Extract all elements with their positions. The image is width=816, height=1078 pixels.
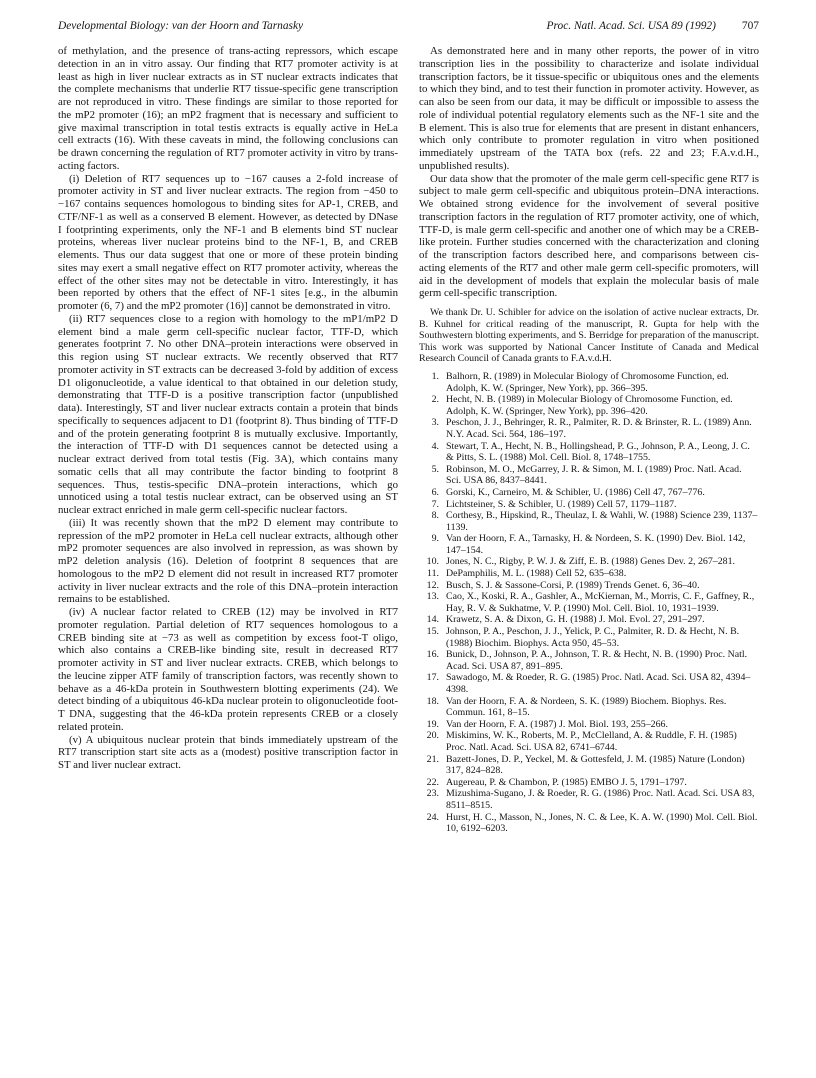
right-column xyxy=(419,45,759,835)
paragraph: (i) Deletion of RT7 sequences up to −167 causes a 2-fold increase of promoter activity in ST and liver nuclear extracts. The region from −450 to −167 contains sequences homologous to binding sites for AP-1, CREB, and CTF/NF-1 as well as a conserved B element. However, as detected by DNase I footprinting experiments, only the NF-1 and B elements bind ST nuclear proteins, whereas liver nuclear proteins bind to the NF-1, B, and CREB elements. Thus our data suggest that one or more of these protein binding sites may exert a small negative effect on RT7 promoter activity, whereas the effect of the other sites may not be detectable in vitro. Interestingly, it has been reported by others that the effect of NF-1 sites [e.g., in the albumin promoter (6, 7) and the mP2 promoter (16)] cannot be demonstrated in vitro. xyxy=(58,172,398,312)
reference-item: 4. Stewart, T. A., Hecht, N. B., Hollingshead, P. G., Johnson, P. A., Leong, J. C. & Pitts, S. L. (1988) Mol. Cell. Biol. 8, 1748–1755. xyxy=(431,440,750,464)
reference-item: 15. Johnson, P. A., Peschon, J. J., Yelick, P. C., Palmiter, R. D. & Hecht, N. B. (1988) Biochim. Biophys. Acta 950, 45–53. xyxy=(426,626,740,649)
reference-item: 22. Augereau, P. & Chambon, P. (1985) EMBO J. 5, 1791–1797. xyxy=(426,776,687,788)
reference-item: 18. Van der Hoorn, F. A. & Nordeen, S. K. (1989) Biochem. Biophys. Res. Commun. 161, 8–15. xyxy=(426,695,727,719)
header-section-authors: Developmental Biology: van der Hoorn and Tarnasky xyxy=(58,20,304,32)
reference-item: 3. Peschon, J. J., Behringer, R. R., Palmiter, R. D. & Brinster, R. L. (1989) Ann. N.Y. Acad. Sci. 564, 186–197. xyxy=(431,417,752,440)
reference-item: 19. Van der Hoorn, F. A. (1987) J. Mol. Biol. 193, 255–266. xyxy=(426,718,668,730)
left-column xyxy=(58,45,398,835)
reference-item: 9. Van der Hoorn, F. A., Tarnasky, H. & Nordeen, S. K. (1990) Dev. Biol. 142, 147–154. xyxy=(431,533,746,556)
reference-item: 7. Lichtsteiner, S. & Schibler, U. (1989) Cell 57, 1179–1187. xyxy=(431,498,677,510)
running-header xyxy=(58,19,759,41)
reference-item: 24. Hurst, H. C., Masson, N., Jones, N. C. & Lee, K. A. W. (1990) Mol. Cell. Biol. 10, 6192–6203. xyxy=(426,811,758,835)
page-number: 707 xyxy=(741,20,759,32)
reference-item: 20. Miskimins, W. K., Roberts, M. P., McClelland, A. & Ruddle, F. H. (1985) Proc. Natl. Acad. Sci. USA 82, 6741–6744. xyxy=(426,730,737,753)
reference-item: 12. Busch, S. J. & Sassone-Corsi, P. (1989) Trends Genet. 6, 36–40. xyxy=(426,579,700,591)
reference-item: 5. Robinson, M. O., McGarrey, J. R. & Simon, M. I. (1989) Proc. Natl. Acad. Sci. USA 86, 8437–8441. xyxy=(431,463,742,487)
body-columns xyxy=(58,45,759,835)
reference-item: 17. Sawadogo, M. & Roeder, R. G. (1985) Proc. Natl. Acad. Sci. USA 82, 4394–4398. xyxy=(426,672,751,695)
paragraph: (iii) It was recently shown that the mP2 D element may contribute to repression of the mP2 promoter in HeLa cell nuclear extracts, although other mP2 promoter sequences are also involved in repression, as was shown by mP2 deletion analysis (16). Deletion of footprint 8 sequences that are homologous to the mP2 D element did not result in increased RT7 promoter activity in liver nuclear extracts and the role of this DNA–protein interaction remains to be established. xyxy=(58,516,398,606)
paragraph: As demonstrated here and in many other reports, the power of in vitro transcription lies in the possibility to characterize and isolate individual transcription factors, be it tissue-specific or ubiquitous ones and the elements to which they bind, and to test their function in promoter activity. However, as can also be seen from our data, it may be difficult or impossible to assess the role of individual potential regulatory elements such as the NF-1 site and the B element. This is also true for elements that are present in distant enhancers, which only contribute to promoter regulation in vitro when positioned immediately upstream of the TATA box (refs. 22 and 23; F.A.v.d.H., unpublished results). xyxy=(419,45,759,172)
reference-item: 16. Bunick, D., Johnson, P. A., Johnson, T. R. & Hecht, N. B. (1990) Proc. Natl. Acad. Sci. USA 87, 891–895. xyxy=(426,649,748,672)
paragraph: (ii) RT7 sequences close to a region with homology to the mP1/mP2 D element bind a male germ cell-specific nuclear factor, TTF-D, which generates footprint 7. No other DNA–protein interactions were observed in this region using ST nuclear extracts. We recently observed that RT7 promoter activity in ST extracts can be decreased 3-fold by addition of excess D1 oligonucleotide, a value identical to that obtained in our deletion study, demonstrating that TTF-D is a positive transcription factor (unpublished data). Interestingly, ST and liver nuclear extracts contain a protein that binds specifically to sequences adjacent to D1 (footprint 8). Thus binding of TTF-D and of the protein generating footprint 8 is mutually exclusive. Importantly, the interaction of TTF-D with D1 sequences cannot be detected using a nuclear extract derived from total testis (Fig. 3A), which contains many somatic cells that all may contribute the factor binding to footprint 8 sequences. Thus, testis-specific DNA–protein interactions, which go unnoticed using a total testis nuclear extract, can be observed using an ST nuclear extract enriched in male germ cell-specific nuclear factors. xyxy=(58,312,398,516)
acknowledgment: We thank Dr. U. Schibler for advice on the isolation of active nuclear extracts, Dr. B. Kuhnel for critical reading of the manuscript, R. Gupta for help with the Southwestern blotting experiments, and S. Berridge for preparation of the manuscript. This work was supported by National Cancer Institute of Canada and Medical Research Council of Canada grants to F.A.v.d.H. xyxy=(419,307,759,365)
paragraph: (iv) A nuclear factor related to CREB (12) may be involved in RT7 promoter regulation. Partial deletion of RT7 sequences homologous to a CREB binding site at −73 as well as competition by excess foot-T oligo, which also contains a CREB-like binding site, result in decreased RT7 promoter activity in ST and liver nuclear extracts. CREB, which belongs to the leucine zipper ATF family of transcription factors, was recently shown to behave as a 46-kDa protein in Southwestern blotting experiments (24). We detect binding of a ubiquitous 46-kDa nuclear protein to oligonucleotide foot-T DNA, suggesting that the 46-kDa protein represents CREB or a closely related protein. xyxy=(58,606,398,733)
reference-item: 1. Balhorn, R. (1989) in Molecular Biology of Chromosome Function, ed. Adolph, K. W. (Springer, New York), pp. 366–395. xyxy=(431,370,729,394)
reference-list xyxy=(419,371,759,835)
reference-item: 10. Jones, N. C., Rigby, P. W. J. & Ziff, E. B. (1988) Genes Dev. 2, 267–281. xyxy=(426,556,736,568)
reference-item: 8. Corthesy, B., Hipskind, R., Theulaz, I. & Wahli, W. (1988) Science 239, 1137–1139. xyxy=(431,510,758,533)
reference-item: 11. DePamphilis, M. L. (1988) Cell 52, 635–638. xyxy=(427,568,627,580)
reference-item: 23. Mizushima-Sugano, J. & Roeder, R. G. (1986) Proc. Natl. Acad. Sci. USA 83, 8511–8515. xyxy=(426,788,755,811)
paragraph: (v) A ubiquitous nuclear protein that binds immediately upstream of the RT7 transcription start site acts as a (modest) positive transcription factor in ST and liver nuclear extract. xyxy=(58,733,398,771)
reference-item: 14. Krawetz, S. A. & Dixon, G. H. (1988) J. Mol. Evol. 27, 291–297. xyxy=(426,614,705,626)
paragraph: Our data show that the promoter of the male germ cell-specific gene RT7 is subject to male germ cell-specific and ubiquitous protein–DNA interactions. We obtained strong evidence for the involvement of several positive transcription factors in the regulation of RT7 promoter activity, one of which, TTF-D, is male germ cell-specific and another one of which may be a CREB-like protein. Further studies concerned with the characterization and cloning of the transcription factors described here, and comparisons between cis-acting elements of the RT7 and other male germ cell-specific promoters, will aid in the development of models that explain the molecular basis of male germ cell-specific transcription. xyxy=(419,172,759,300)
reference-item: 13. Cao, X., Koski, R. A., Gashler, A., McKiernan, M., Morris, C. F., Gaffney, R., Hay, R. V. & Sukhatme, V. P. (1990) Mol. Cell. Biol. 10, 1931–1939. xyxy=(426,591,755,614)
paragraph: of methylation, and the presence of trans-acting repressors, which escape detection in an in vitro assay. Our finding that RT7 promoter activity is at least as high in liver nuclear extracts as in ST nuclear extracts indicates that the complete mechanisms that underlie RT7 tissue-specific gene transcription are not reproduced in vitro. These findings are similar to those reported for the mP2 promoter (16); an mP2 fragment that is necessary and sufficient to give maximal transcription in total testis extracts is equally active in HeLa cell extracts (16). With these caveats in mind, the following conclusions can be drawn concerning the regulation of RT7 promoter activity in vitro by trans-acting factors. xyxy=(58,45,398,172)
reference-item: 21. Bazett-Jones, D. P., Yeckel, M. & Gottesfeld, J. M. (1985) Nature (London) 317, 824–828. xyxy=(426,753,745,777)
header-journal: Proc. Natl. Acad. Sci. USA 89 (1992) xyxy=(546,20,716,32)
reference-item: 2. Hecht, N. B. (1989) in Molecular Biology of Chromosome Function, ed. Adolph, K. W. (Springer, New York), pp. 396–420. xyxy=(431,394,733,417)
reference-item: 6. Gorski, K., Carneiro, M. & Schibler, U. (1986) Cell 47, 767–776. xyxy=(431,486,705,498)
